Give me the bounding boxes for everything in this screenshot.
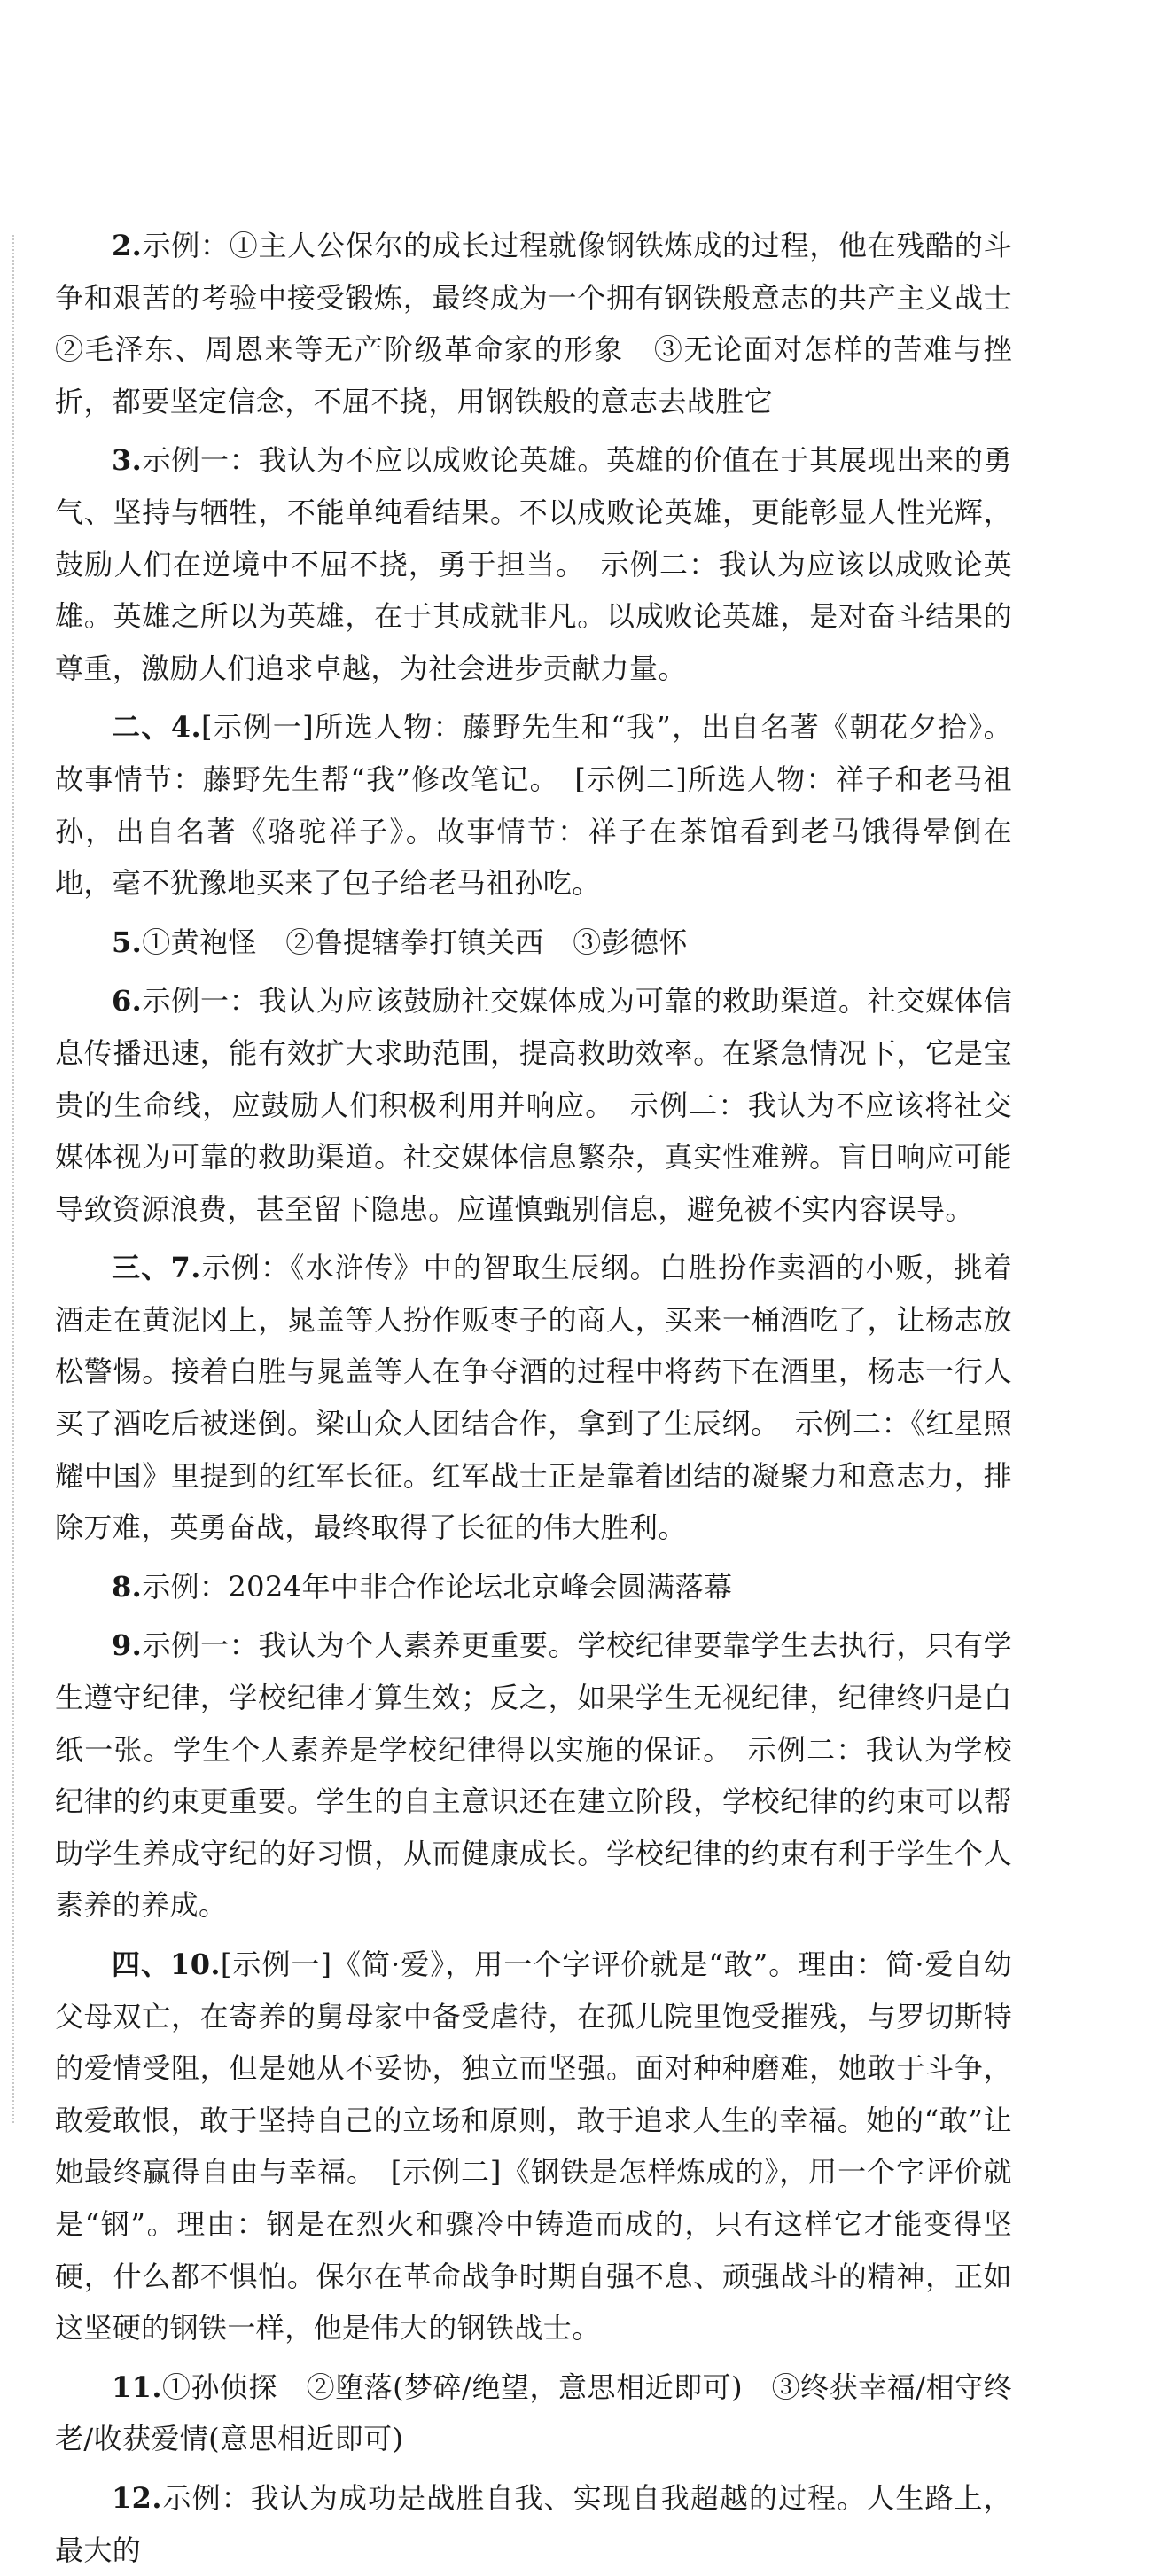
item-number: 10.	[170, 1948, 221, 1981]
item-text: 示例：2024年中非合作论坛北京峰会圆满落幕	[142, 1569, 733, 1604]
item-text: 示例一：我认为不应以成败论英雄。英雄的价值在于其展现出来的勇气、坚持与牺牲，不能单纯看结果。不以成败论英雄，更能彰显人性光辉，鼓励人们在逆境中不屈不挠，勇于担当。 示例二：我认为应该以成败论英雄。英雄之所以为英雄，在于其成就非凡。以成败论英雄，是对奋斗结果的尊重，激励人们追求卓越，为社会进步贡献力量。	[55, 443, 1012, 685]
answer-item	[55, 1561, 1012, 1613]
item-text: 示例：我认为成功是战胜自我、实现自我超越的过程。人生路上，最大的	[55, 2480, 1012, 2567]
answer-item	[55, 220, 1041, 427]
item-text: ①孙侦探 ②堕落(梦碎/绝望，意思相近即可) ③终获幸福/相守终老/收获爱情(意思相近即可)	[55, 2369, 1012, 2456]
item-number: 2.	[112, 229, 143, 262]
section-prefix: 三、	[112, 1251, 171, 1285]
item-text: 示例：《水浒传》中的智取生辰纲。白胜扮作卖酒的小贩，挑着酒走在黄泥冈上，晁盖等人扮作贩枣子的商人，买来一桶酒吃了，让杨志放松警惕。接着白胜与晁盖等人在争夺酒的过程中将药下在酒里，杨志一行人买了酒吃后被迷倒。梁山众人团结合作，拿到了生辰纲。 示例二：《红星照耀中国》里提到的红军长征。红军战士正是靠着团结的凝聚力和意志力，排除万难，英勇奋战，最终取得了长征的伟大胜利。	[55, 1251, 1012, 1545]
binding-margin-line	[12, 235, 14, 2123]
answer-item	[55, 2361, 1012, 2465]
answer-item	[55, 975, 1012, 1235]
item-text: [示例一]所选人物：藤野先生和“我”，出自名著《朝花夕拾》。故事情节：藤野先生帮“我”修改笔记。 [示例二]所选人物：祥子和老马祖孙，出自名著《骆驼祥子》。故事情节：祥子在茶馆看到老马饿得晕倒在地，毫不犹豫地买来了包子给老马祖孙吃。	[55, 710, 1012, 901]
item-text: 示例一：我认为应该鼓励社交媒体成为可靠的救助渠道。社交媒体信息传播迅速，能有效扩大求助范围，提高救助效率。在紧急情况下，它是宝贵的生命线，应鼓励人们积极利用并响应。 示例二：我认为不应该将社交媒体视为可靠的救助渠道。社交媒体信息繁杂，真实性难辨。盲目响应可能导致资源浪费，甚至留下隐患。应谨慎甄别信息，避免被不实内容误导。	[55, 984, 1012, 1226]
answer-item	[55, 2472, 1012, 2576]
section-prefix: 二、	[112, 710, 171, 745]
answer-item	[55, 1620, 1012, 1932]
answer-item	[55, 1242, 1012, 1554]
item-number: 12.	[112, 2480, 162, 2515]
item-number: 5.	[112, 925, 143, 959]
item-text: 示例一：我认为个人素养更重要。学校纪律要靠学生去执行，只有学生遵守纪律，学校纪律才算生效；反之，如果学生无视纪律，纪律终归是白纸一张。学生个人素养是学校纪律得以实施的保证。 示例二：我认为学校纪律的约束更重要。学生的自主意识还在建立阶段，学校纪律的约束可以帮助学生养成守纪的好习惯，从而健康成长。学校纪律的约束有利于学生个人素养的养成。	[55, 1628, 1012, 1923]
item-text: [示例一]《简·爱》，用一个字评价就是“敢”。理由：简·爱自幼父母双亡，在寄养的舅母家中备受虐待，在孤儿院里饱受摧残，与罗切斯特的爱情受阻，但是她从不妥协，独立而坚强。面对种种磨难，她敢于斗争，敢爱敢恨，敢于坚持自己的立场和原则，敢于追求人生的幸福。她的“敢”让她最终赢得自由与幸福。 [示例二]《钢铁是怎样炼成的》，用一个字评价就是“钢”。理由：钢是在烈火和骤冷中铸造而成的，只有这样它才能变得坚硬，什么都不惧怕。保尔在革命战争时期自强不息、顽强战斗的精神，正如这坚硬的钢铁一样，他是伟大的钢铁战士。	[55, 1948, 1012, 2346]
answer-item	[55, 701, 1012, 909]
item-number: 3.	[112, 443, 143, 478]
item-number: 8.	[112, 1569, 143, 1604]
answer-item	[55, 434, 1012, 694]
item-number: 9.	[112, 1628, 143, 1663]
answer-text-body	[55, 220, 1041, 2576]
answer-item	[55, 917, 1012, 969]
section-prefix: 四、	[112, 1948, 171, 1981]
item-number: 4.	[170, 710, 202, 745]
item-text: 示例：①主人公保尔的成长过程就像钢铁炼成的过程，他在残酷的斗争和艰苦的考验中接受锻炼，最终成为一个拥有钢铁般意志的共产主义战士 ②毛泽东、周恩来等无产阶级革命家的形象 ③无论面对怎样的苦难与挫折，都要坚定信念，不屈不挠，用钢铁般的意志去战胜它	[55, 229, 1041, 418]
item-number: 6.	[112, 984, 143, 1019]
answer-item	[55, 1939, 1012, 2354]
item-number: 11.	[112, 2369, 162, 2404]
item-text: ①黄袍怪 ②鲁提辖拳打镇关西 ③彭德怀	[142, 925, 688, 959]
item-number: 7.	[170, 1251, 201, 1285]
